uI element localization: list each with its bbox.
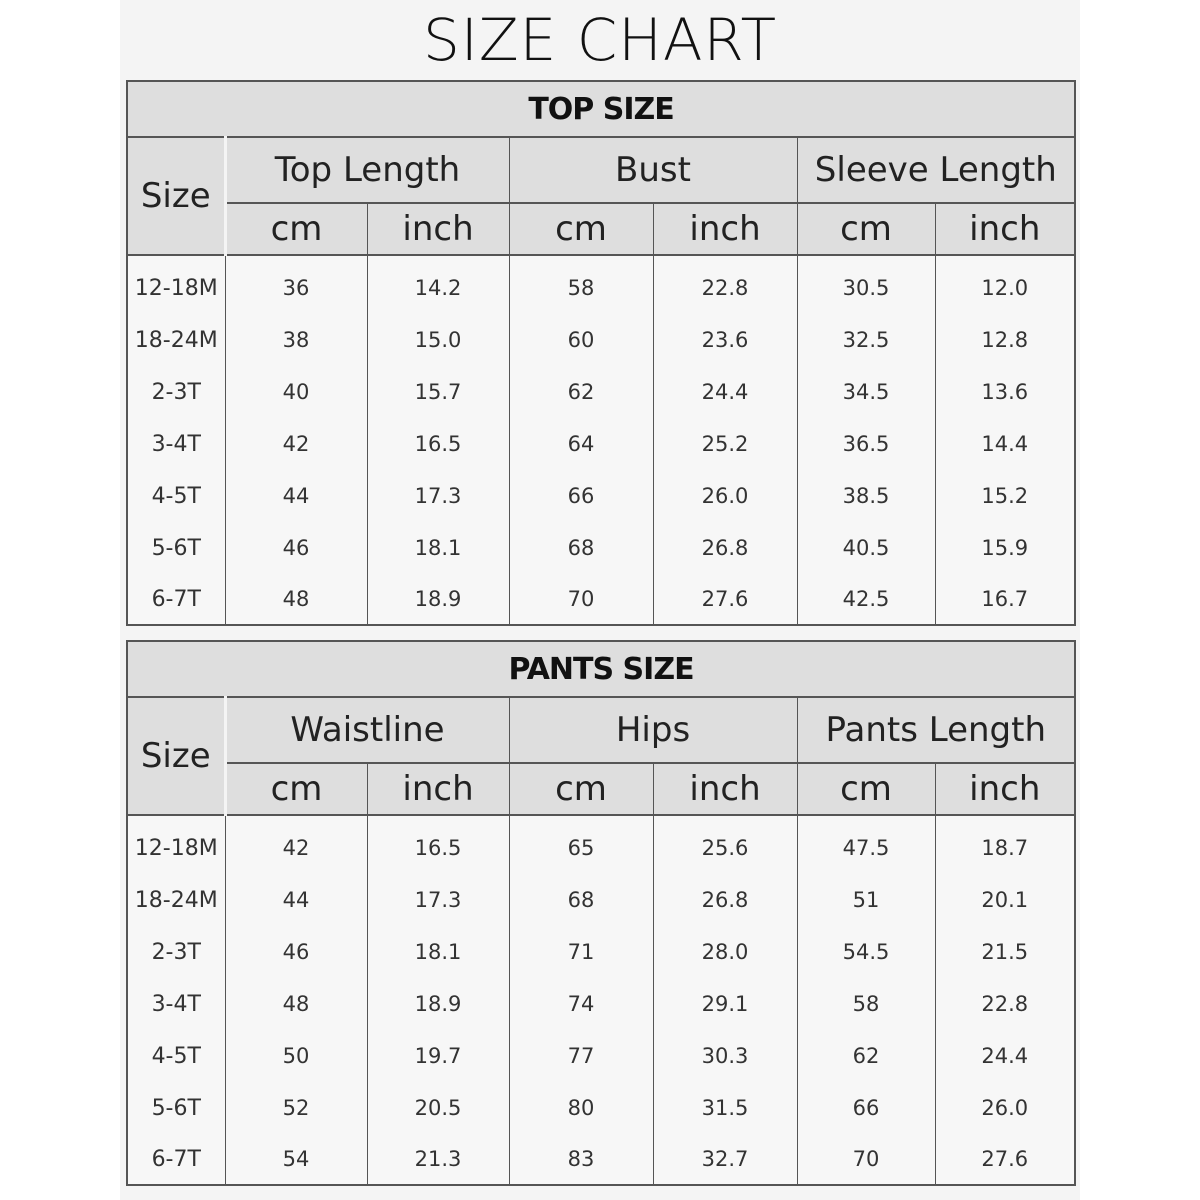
- table-row: [127, 1134, 1075, 1185]
- unit-header: inch: [935, 763, 1075, 815]
- measurement-cell: 58: [797, 978, 935, 1030]
- measurement-cell: 15.2: [935, 470, 1075, 522]
- measurement-cell: 16.5: [367, 418, 509, 470]
- measurement-cell: 68: [509, 874, 653, 926]
- size-label-cell: 5-6T: [127, 522, 225, 574]
- table-row: [127, 314, 1075, 366]
- measurement-cell: 27.6: [935, 1134, 1075, 1185]
- measurement-cell: 51: [797, 874, 935, 926]
- top-length-header: Top Length: [225, 137, 509, 203]
- measurement-cell: 54: [225, 1134, 367, 1185]
- measurement-cell: 14.2: [367, 255, 509, 314]
- table-row: [127, 418, 1075, 470]
- size-label-cell: 3-4T: [127, 418, 225, 470]
- size-label-cell: 2-3T: [127, 366, 225, 418]
- measurement-cell: 66: [797, 1082, 935, 1134]
- unit-header: cm: [509, 203, 653, 255]
- page-title: SIZE CHART: [422, 6, 778, 74]
- waistline-header: Waistline: [225, 697, 509, 763]
- hips-header: Hips: [509, 697, 797, 763]
- measurement-cell: 18.9: [367, 574, 509, 625]
- measurement-cell: 32.7: [653, 1134, 797, 1185]
- measurement-cell: 42: [225, 815, 367, 874]
- measurement-cell: 29.1: [653, 978, 797, 1030]
- measurement-cell: 16.5: [367, 815, 509, 874]
- measurement-cell: 25.6: [653, 815, 797, 874]
- measurement-cell: 50: [225, 1030, 367, 1082]
- measurement-cell: 40: [225, 366, 367, 418]
- measurement-cell: 65: [509, 815, 653, 874]
- top-size-table: [126, 80, 1076, 626]
- bust-header: Bust: [509, 137, 797, 203]
- measurement-cell: 16.7: [935, 574, 1075, 625]
- measurement-cell: 28.0: [653, 926, 797, 978]
- measurement-cell: 48: [225, 978, 367, 1030]
- measurement-cell: 30.5: [797, 255, 935, 314]
- measurement-cell: 70: [797, 1134, 935, 1185]
- measurement-cell: 15.9: [935, 522, 1075, 574]
- measurement-cell: 21.5: [935, 926, 1075, 978]
- top-size-heading: TOP SIZE: [127, 81, 1075, 137]
- measurement-cell: 47.5: [797, 815, 935, 874]
- size-label-cell: 12-18M: [127, 255, 225, 314]
- size-label-cell: 6-7T: [127, 1134, 225, 1185]
- measurement-cell: 14.4: [935, 418, 1075, 470]
- measurement-cell: 21.3: [367, 1134, 509, 1185]
- measurement-cell: 25.2: [653, 418, 797, 470]
- measurement-cell: 17.3: [367, 470, 509, 522]
- measurement-cell: 66: [509, 470, 653, 522]
- measurement-cell: 32.5: [797, 314, 935, 366]
- measurement-cell: 24.4: [653, 366, 797, 418]
- measurement-cell: 18.1: [367, 522, 509, 574]
- sleeve-length-header: Sleeve Length: [797, 137, 1075, 203]
- table-row: [127, 978, 1075, 1030]
- measurement-cell: 83: [509, 1134, 653, 1185]
- measurement-cell: 34.5: [797, 366, 935, 418]
- measurement-cell: 31.5: [653, 1082, 797, 1134]
- measurement-cell: 60: [509, 314, 653, 366]
- measurement-cell: 18.9: [367, 978, 509, 1030]
- pants-length-header: Pants Length: [797, 697, 1075, 763]
- size-label-cell: 18-24M: [127, 314, 225, 366]
- measurement-cell: 62: [509, 366, 653, 418]
- measurement-cell: 54.5: [797, 926, 935, 978]
- measurement-cell: 18.7: [935, 815, 1075, 874]
- size-label-cell: 4-5T: [127, 470, 225, 522]
- measurement-cell: 26.8: [653, 874, 797, 926]
- size-label-cell: 5-6T: [127, 1082, 225, 1134]
- table-row: [127, 255, 1075, 314]
- measurement-cell: 30.3: [653, 1030, 797, 1082]
- unit-header: cm: [225, 763, 367, 815]
- measurement-cell: 12.0: [935, 255, 1075, 314]
- measurement-cell: 46: [225, 522, 367, 574]
- unit-header: inch: [653, 203, 797, 255]
- measurement-cell: 38: [225, 314, 367, 366]
- table-row: [127, 1082, 1075, 1134]
- measurement-cell: 46: [225, 926, 367, 978]
- measurement-cell: 17.3: [367, 874, 509, 926]
- table-row: [127, 574, 1075, 625]
- measurement-cell: 42: [225, 418, 367, 470]
- measurement-cell: 68: [509, 522, 653, 574]
- unit-header: inch: [367, 203, 509, 255]
- measurement-cell: 23.6: [653, 314, 797, 366]
- unit-header: inch: [653, 763, 797, 815]
- size-label-cell: 12-18M: [127, 815, 225, 874]
- measurement-cell: 71: [509, 926, 653, 978]
- measurement-cell: 48: [225, 574, 367, 625]
- measurement-cell: 18.1: [367, 926, 509, 978]
- measurement-cell: 26.0: [653, 470, 797, 522]
- measurement-cell: 58: [509, 255, 653, 314]
- measurement-cell: 64: [509, 418, 653, 470]
- unit-header: inch: [935, 203, 1075, 255]
- size-column-header: Size: [127, 137, 225, 255]
- measurement-cell: 20.5: [367, 1082, 509, 1134]
- measurement-cell: 22.8: [653, 255, 797, 314]
- unit-header: cm: [509, 763, 653, 815]
- pants-size-table: [126, 640, 1076, 1186]
- size-label-cell: 3-4T: [127, 978, 225, 1030]
- measurement-cell: 26.8: [653, 522, 797, 574]
- size-label-cell: 4-5T: [127, 1030, 225, 1082]
- table-row: [127, 874, 1075, 926]
- unit-header: inch: [367, 763, 509, 815]
- measurement-cell: 38.5: [797, 470, 935, 522]
- measurement-cell: 26.0: [935, 1082, 1075, 1134]
- measurement-cell: 80: [509, 1082, 653, 1134]
- measurement-cell: 74: [509, 978, 653, 1030]
- size-label-cell: 2-3T: [127, 926, 225, 978]
- measurement-cell: 77: [509, 1030, 653, 1082]
- measurement-cell: 52: [225, 1082, 367, 1134]
- size-label-cell: 6-7T: [127, 574, 225, 625]
- table-row: [127, 926, 1075, 978]
- measurement-cell: 15.7: [367, 366, 509, 418]
- measurement-cell: 70: [509, 574, 653, 625]
- table-row: [127, 522, 1075, 574]
- unit-header: cm: [797, 203, 935, 255]
- measurement-cell: 20.1: [935, 874, 1075, 926]
- table-row: [127, 1030, 1075, 1082]
- measurement-cell: 44: [225, 470, 367, 522]
- measurement-cell: 40.5: [797, 522, 935, 574]
- size-column-header: Size: [127, 697, 225, 815]
- measurement-cell: 24.4: [935, 1030, 1075, 1082]
- pants-size-heading: PANTS SIZE: [127, 641, 1075, 697]
- measurement-cell: 42.5: [797, 574, 935, 625]
- measurement-cell: 15.0: [367, 314, 509, 366]
- measurement-cell: 19.7: [367, 1030, 509, 1082]
- measurement-cell: 13.6: [935, 366, 1075, 418]
- measurement-cell: 22.8: [935, 978, 1075, 1030]
- size-label-cell: 18-24M: [127, 874, 225, 926]
- measurement-cell: 27.6: [653, 574, 797, 625]
- measurement-cell: 36.5: [797, 418, 935, 470]
- measurement-cell: 12.8: [935, 314, 1075, 366]
- measurement-cell: 36: [225, 255, 367, 314]
- table-row: [127, 815, 1075, 874]
- unit-header: cm: [797, 763, 935, 815]
- table-row: [127, 470, 1075, 522]
- measurement-cell: 62: [797, 1030, 935, 1082]
- table-row: [127, 366, 1075, 418]
- measurement-cell: 44: [225, 874, 367, 926]
- unit-header: cm: [225, 203, 367, 255]
